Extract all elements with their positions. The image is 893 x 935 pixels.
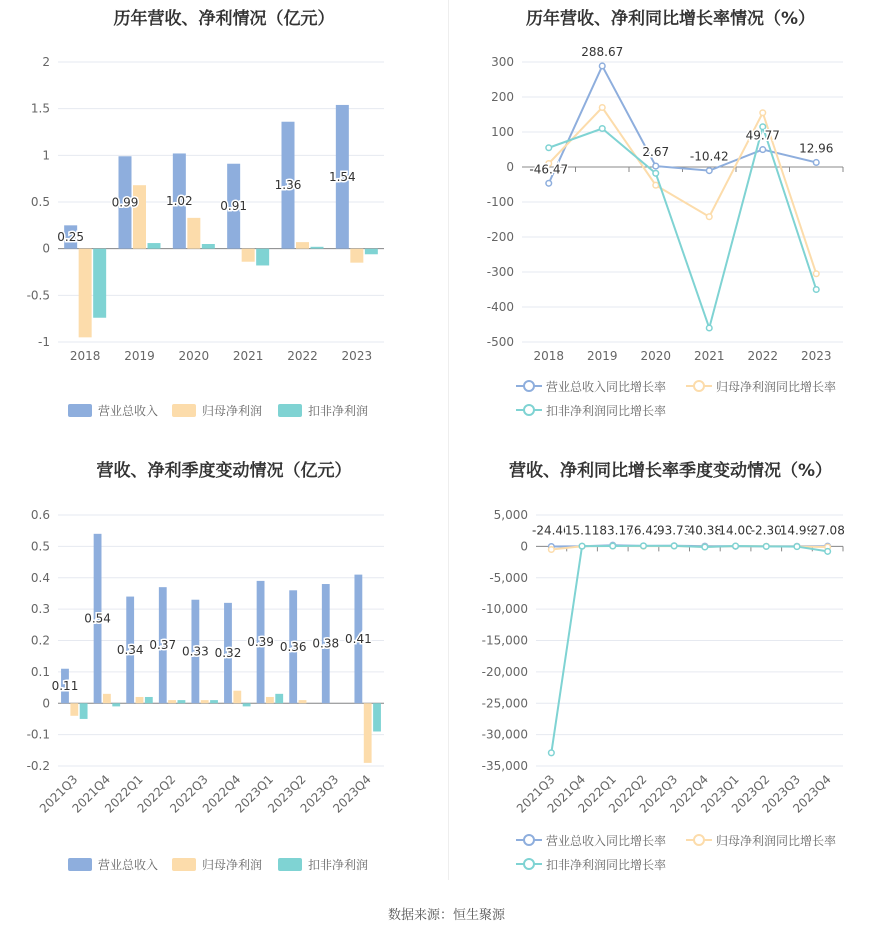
legend-label: 营业总收入同比增长率 [546, 380, 667, 394]
x-tick-label: 2023 [341, 349, 373, 363]
bar [243, 703, 251, 706]
data-label: 0.25 [57, 230, 85, 244]
y-tick-label: -400 [486, 300, 514, 314]
data-label: 0.11 [51, 678, 79, 693]
x-tick-label: 2020 [640, 349, 672, 363]
data-point [599, 126, 605, 132]
data-label: 0.91 [220, 199, 248, 214]
x-tick-label: 2021Q4 [69, 772, 114, 816]
bar [103, 694, 111, 703]
x-tick-label: 2018 [533, 349, 565, 363]
y-tick-label: 5,000 [493, 508, 528, 522]
data-label: 183.15 [591, 523, 634, 538]
data-point [825, 549, 831, 555]
data-point [794, 544, 800, 550]
bar [299, 700, 307, 703]
data-point [653, 182, 659, 188]
y-tick-label: -1 [38, 335, 50, 349]
data-label: 0.41 [345, 631, 372, 646]
y-tick-label: -35,000 [481, 759, 528, 773]
x-tick-label: 2021Q3 [36, 772, 81, 816]
y-tick-label: -500 [486, 335, 514, 349]
chart-title: 历年营收、净利同比增长率情况（%） [525, 9, 816, 29]
y-tick-label: 0 [42, 241, 50, 256]
y-tick-label: 1 [42, 148, 50, 163]
y-tick-label: 1.5 [30, 101, 50, 116]
y-tick-label: 2 [42, 55, 50, 69]
x-tick-label: 2023Q4 [790, 772, 834, 816]
bar [178, 700, 186, 703]
legend-marker [694, 381, 704, 391]
data-label: 14.00 [718, 523, 753, 538]
x-tick-label: 2022 [747, 349, 779, 363]
x-tick-label: 2019 [124, 349, 155, 363]
legend-label: 扣非净利润 [308, 858, 369, 872]
panel-annual-growth [448, 0, 893, 440]
legend-label: 营业总收入 [98, 404, 159, 418]
x-tick-label: 2023Q1 [698, 772, 742, 816]
y-tick-label: 0.5 [30, 195, 50, 209]
annual-revenue-profit-chart [0, 0, 448, 440]
bar [266, 697, 274, 703]
y-tick-label: 200 [491, 90, 514, 104]
panel-quarterly-bar [0, 450, 448, 890]
y-tick-label: -0.1 [26, 727, 50, 742]
data-label: -2.30 [750, 523, 782, 538]
series-line [551, 546, 827, 753]
data-point [549, 750, 555, 756]
bar [80, 703, 88, 719]
x-tick-label: 2022Q1 [102, 772, 146, 816]
legend-label: 归母净利润同比增长率 [716, 834, 837, 848]
bar [148, 243, 161, 249]
series-line [549, 127, 817, 328]
data-label: 12.96 [799, 141, 834, 156]
data-point [706, 214, 712, 220]
y-tick-label: -300 [486, 265, 514, 279]
y-tick-label: -30,000 [481, 727, 528, 742]
x-tick-label: 2023Q1 [232, 772, 277, 816]
bar [242, 249, 255, 262]
bar [275, 694, 283, 703]
y-tick-label: 0.1 [30, 664, 50, 679]
data-point [760, 110, 766, 116]
bar [233, 691, 241, 704]
y-tick-label: 100 [491, 125, 514, 139]
data-point [579, 543, 585, 549]
x-tick-label: 2021Q4 [544, 772, 589, 816]
data-label: 27.08 [810, 523, 845, 538]
y-tick-label: 0.5 [30, 539, 50, 554]
bar [187, 218, 200, 249]
data-label: 0.32 [214, 646, 242, 661]
data-label: -46.47 [529, 162, 569, 177]
legend-label: 营业总收入同比增长率 [546, 834, 667, 848]
data-point [610, 543, 616, 549]
x-tick-label: 2018 [69, 349, 101, 363]
data-label: 40.38 [687, 523, 723, 538]
data-point [671, 543, 677, 549]
x-tick-label: 2022Q1 [575, 772, 619, 816]
data-label: 1.54 [328, 169, 356, 184]
y-tick-label: 0.4 [30, 570, 50, 585]
data-point [702, 544, 708, 550]
legend-marker [524, 405, 534, 415]
legend-marker [694, 835, 704, 845]
legend-label: 扣非净利润同比增长率 [546, 858, 667, 872]
bar [350, 249, 363, 263]
data-label: 0.38 [312, 636, 340, 651]
bar [136, 697, 144, 703]
x-tick-label: 2023Q2 [265, 772, 309, 816]
y-tick-label: 0 [42, 696, 50, 711]
x-tick-label: 2022Q4 [199, 772, 244, 816]
chart-title: 历年营收、净利情况（亿元） [113, 9, 335, 29]
legend-label: 营业总收入 [98, 858, 159, 872]
x-tick-label: 2021Q3 [513, 772, 558, 816]
x-tick-label: 2022Q2 [605, 772, 650, 816]
data-point [706, 168, 712, 174]
quarterly-revenue-profit-chart [0, 450, 448, 890]
legend-swatch [172, 858, 196, 871]
x-tick-label: 2023 [800, 349, 832, 363]
chart-title: 营收、净利季度变动情况（亿元） [96, 461, 352, 481]
y-tick-label: -0.2 [26, 759, 50, 773]
bar [365, 249, 378, 255]
legend-swatch [278, 858, 302, 871]
data-point [546, 145, 552, 151]
legend-label: 归母净利润 [202, 858, 263, 872]
data-label: 0.39 [247, 635, 274, 650]
x-tick-label: 2021 [693, 349, 725, 363]
x-tick-label: 2023Q4 [330, 772, 374, 816]
x-tick-label: 2023Q3 [759, 772, 804, 816]
quarterly-growth-rate-chart [448, 450, 893, 890]
y-tick-label: -100 [486, 195, 514, 209]
data-point [546, 180, 552, 186]
data-label: 0.34 [116, 642, 144, 657]
data-point [760, 147, 766, 153]
x-tick-label: 2022Q2 [134, 772, 179, 816]
data-label: -10.42 [689, 149, 729, 164]
bar [168, 700, 176, 703]
data-point [813, 160, 819, 166]
bar [201, 700, 209, 703]
data-point [599, 63, 605, 69]
bar [70, 703, 78, 716]
bar [256, 249, 269, 266]
x-tick-label: 2023Q3 [297, 772, 342, 816]
data-label: 14.99 [779, 523, 815, 538]
y-tick-label: 0 [520, 539, 528, 554]
data-label: 1.36 [274, 178, 302, 193]
legend-marker [524, 381, 534, 391]
data-label: -24.40 [532, 523, 571, 538]
data-label: 288.67 [581, 44, 624, 59]
y-tick-label: 0.2 [30, 633, 50, 648]
data-point [763, 544, 769, 550]
bar [112, 703, 120, 706]
legend-swatch [278, 404, 302, 417]
y-tick-label: -15,000 [481, 633, 528, 648]
annual-growth-rate-chart [448, 0, 893, 440]
data-label: 49.77 [745, 128, 780, 143]
y-tick-label: -20,000 [481, 664, 528, 679]
bar [79, 249, 92, 338]
data-point [641, 543, 647, 549]
x-tick-label: 2020 [178, 349, 210, 363]
bar [296, 242, 309, 249]
y-tick-label: 0.3 [30, 602, 50, 617]
data-point [653, 163, 659, 169]
legend-marker [524, 859, 534, 869]
data-label: 0.54 [84, 611, 111, 626]
data-label: 0.37 [149, 638, 177, 653]
data-point [653, 171, 659, 177]
data-point [706, 325, 712, 331]
y-tick-label: -200 [486, 230, 514, 244]
data-point [599, 105, 605, 111]
legend-label: 归母净利润同比增长率 [716, 380, 837, 394]
y-tick-label: -10,000 [481, 602, 528, 617]
data-label: 0.99 [111, 195, 139, 210]
data-source-note: 数据来源：恒生聚源 [387, 908, 505, 923]
bar [145, 697, 153, 703]
x-tick-label: 2021 [232, 349, 264, 363]
x-tick-label: 2022Q3 [636, 772, 681, 816]
legend-swatch [172, 404, 196, 417]
bar [202, 244, 215, 249]
legend-swatch [68, 858, 92, 871]
y-tick-label: -25,000 [481, 696, 528, 711]
y-tick-label: 0.6 [30, 508, 50, 522]
bar [364, 703, 372, 763]
y-tick-label: 300 [491, 55, 514, 69]
legend-swatch [68, 404, 92, 417]
x-tick-label: 2022 [287, 349, 318, 363]
x-tick-label: 2023Q2 [728, 772, 773, 816]
data-label: 15.12 [564, 523, 600, 538]
data-label: 0.36 [279, 639, 307, 654]
data-point [813, 271, 819, 277]
bar [93, 249, 106, 318]
legend-label: 扣非净利润 [308, 404, 369, 418]
legend-marker [524, 835, 534, 845]
x-tick-label: 2019 [586, 349, 618, 363]
y-tick-label: -5,000 [489, 570, 528, 585]
legend-label: 归母净利润 [202, 404, 263, 418]
data-label: 0.33 [182, 644, 209, 659]
data-point [733, 543, 739, 549]
data-point [549, 547, 555, 553]
data-label: 76.42 [626, 523, 661, 538]
data-label: 1.02 [165, 194, 193, 209]
y-tick-label: -0.5 [26, 288, 50, 303]
bar [311, 247, 324, 249]
panel-annual-bar [0, 0, 448, 440]
panel-quarterly-growth [448, 450, 893, 890]
data-label: 93.73 [656, 523, 692, 538]
legend-label: 扣非净利润同比增长率 [546, 404, 667, 418]
data-label: 2.67 [642, 145, 670, 160]
chart-title: 营收、净利同比增长率季度变动情况（%） [508, 461, 833, 481]
x-tick-label: 2022Q3 [167, 772, 211, 816]
bar [373, 703, 381, 731]
y-tick-label: 0 [506, 160, 514, 174]
data-point [813, 287, 819, 293]
x-tick-label: 2022Q4 [667, 772, 711, 816]
bar [210, 700, 218, 703]
